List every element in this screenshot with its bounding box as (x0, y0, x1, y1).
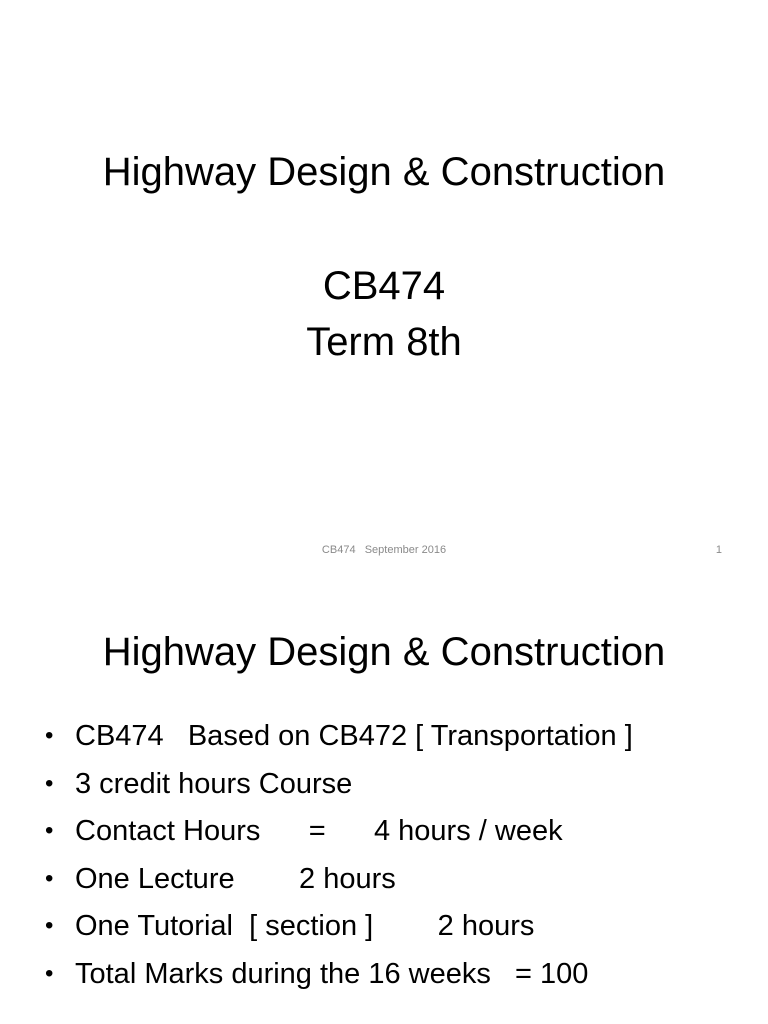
course-code: CB474 (322, 264, 446, 308)
bullet-list (0, 712, 768, 998)
list-item (0, 855, 768, 903)
bullet-icon: • (45, 864, 54, 892)
bullet-text: CB474 Based on CB472 [ Transportation ] (75, 720, 633, 752)
bullet-text: Contact Hours = 4 hours / week (75, 815, 563, 848)
bullet-icon: • (45, 959, 54, 987)
slide-2 (0, 576, 768, 1024)
bullet-text: Total Marks during the 16 weeks = 100 (75, 957, 589, 990)
slide-title: Highway Design & Construction (102, 150, 666, 194)
slide-number: 1 (715, 544, 722, 556)
bullet-icon: • (45, 769, 54, 797)
list-item (0, 712, 768, 760)
list-item (0, 902, 768, 950)
bullet-text: 3 credit hours Course (75, 767, 353, 800)
slide-title: Highway Design & Construction (102, 630, 666, 674)
bullet-icon: • (45, 722, 54, 749)
list-item (0, 807, 768, 855)
bullet-icon: • (45, 912, 54, 940)
list-item (0, 950, 768, 998)
bullet-text: One Lecture 2 hours (75, 862, 396, 895)
slide-subtitle (0, 258, 768, 370)
bullet-icon: • (45, 817, 54, 845)
list-item (0, 760, 768, 808)
bullet-text: One Tutorial [ section ] 2 hours (75, 910, 535, 943)
term-label: Term 8th (306, 320, 462, 364)
slide-footer: CB474 September 2016 (321, 544, 447, 556)
